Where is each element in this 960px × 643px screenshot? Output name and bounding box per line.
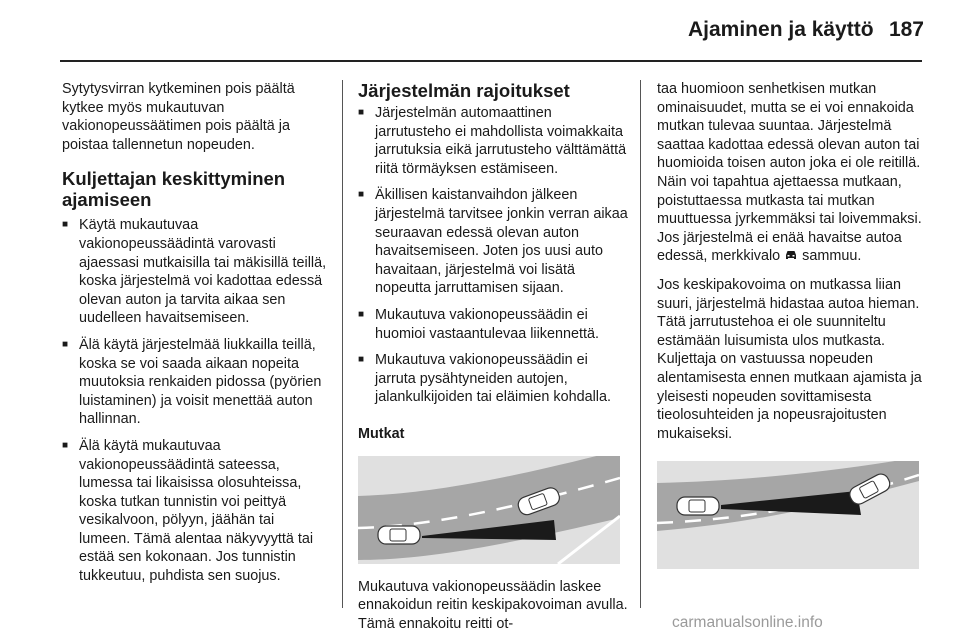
section-heading-limitations: Järjestelmän rajoitukset <box>358 80 570 101</box>
bullet-list-limitations <box>358 104 628 407</box>
page-number: 187 <box>888 18 924 41</box>
car-ahead-indicator-icon <box>784 247 798 266</box>
paragraph-text-end: sammuu. <box>802 248 862 265</box>
list-item: ■ Älä käytä mukautuvaa vakionopeussäädintä sateessa, lumessa tai likaisissa olosuhteissa, koska tutkan tunnistin voi peittyä vesikalvoon, pölyyn, jäähän tai lumeen. Tämä alentaa näkyvyyttä tai estää sen kokonaan. Jos tunnistin tukkeutuu, puhdista sen suojus. <box>62 437 328 586</box>
subheading-curves: Mutkat <box>358 425 405 442</box>
list-item: ■ Käytä mukautuvaa vakionopeussäädintä varovasti ajaessasi mutkaisilla tai mäkisillä teillä, koska järjestelmä voi kadottaa edessä olevan auton ja tarvita aikaa sen uudelleen havaitsemiseen. <box>62 216 328 328</box>
body-paragraph-1 <box>657 80 923 266</box>
column-3 <box>657 80 923 583</box>
header-title: Ajaminen ja käyttö <box>688 18 874 41</box>
column-2 <box>358 80 628 643</box>
watermark: carmanualsonline.info <box>672 614 823 631</box>
own-car-icon <box>677 497 719 515</box>
bullet-list-attention <box>62 216 328 585</box>
list-item: ■ Mukautuva vakionopeussäädin ei jarruta pysähtyneiden autojen, jalankulkijoiden tai eläimien kohdalla. <box>358 351 628 407</box>
column-divider-left <box>342 80 343 608</box>
column-divider-right <box>640 80 641 608</box>
intro-paragraph: Sytytysvirran kytkeminen pois päältä kytkee myös mukautuvan vakionopeussäätimen pois päältä ja poistaa tallennetun nopeuden. <box>62 81 295 153</box>
header-rule <box>60 60 922 62</box>
section-heading-driver-attention: Kuljettajan keskittyminen ajamiseen <box>62 168 286 211</box>
list-item: ■ Äkillisen kaistanvaihdon jälkeen järjestelmä tarvitsee jonkin verran aikaa seuraavan edessä olevan auton havaitsemiseen. Joten jos uusi auto havaitaan, järjestelmä voi lisätä nopeutta jarruttamisen sijaan. <box>358 186 628 298</box>
body-paragraph-2: Jos keskipakovoima on mutkassa liian suuri, järjestelmä hidastaa autoa hieman. Tätä jarrutustehoa ei ole suunniteltu estämään luisumista ulos mutkasta. Kuljettaja on vastuussa nopeuden alentamisesta ennen mutkaan ajamista ja yleisesti nopeuden sovittamisesta tieolosuhteiden ja nopeusrajoitusten mukaiseksi. <box>657 276 922 442</box>
list-item: ■ Älä käytä järjestelmää liukkailla teillä, koska se voi saada aikaan nopeita muutoksia renkaiden pidossa (pyörien luistaminen) ja voisit menettää auton hallinnan. <box>62 336 328 429</box>
caption-paragraph: Mukautuva vakionopeussäädin laskee ennakoidun reitin keskipakovoiman avulla. Tämä ennakoitu reitti ot- <box>358 578 628 632</box>
paragraph-text: taa huomioon senhetkisen mutkan ominaisuudet, mutta se ei voi ennakoida mutkan tulevaa suuntaa. Järjestelmä saattaa kadottaa edessä olevan auton tai huomioida toisen auton joka ei ole reitillä. Näin voi tapahtua ajettaessa mutkaan, poistuttaessa mutkasta tai mutkan muuttuessa jyrkemmäksi tai loivemmaksi. Jos järjestelmä ei enää havaitse autoa edessä, merkkivalo <box>657 81 922 265</box>
curve-illustration-2 <box>657 461 919 569</box>
list-item: ■ Järjestelmän automaattinen jarrutusteho ei mahdollista voimakkaita jarrutuksia eikä jarrutusteho välttämättä riitä törmäyksen estämiseen. <box>358 104 628 178</box>
own-car-icon <box>378 526 420 544</box>
curve-illustration-1 <box>358 456 620 564</box>
column-1 <box>62 80 328 594</box>
list-item: ■ Mukautuva vakionopeussäädin ei huomioi vastaantulevaa liikennettä. <box>358 306 628 343</box>
